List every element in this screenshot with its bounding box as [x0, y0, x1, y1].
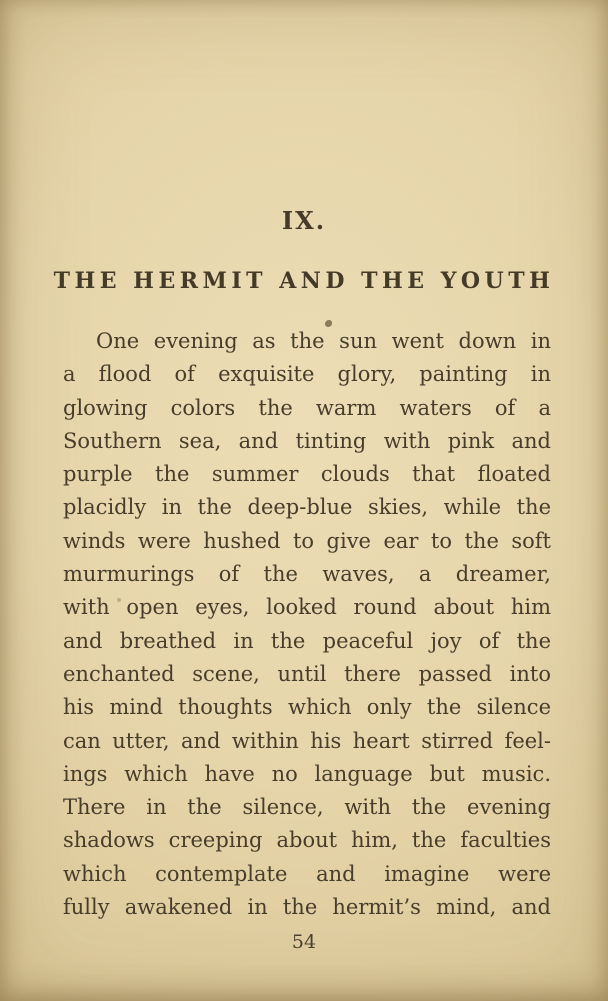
body-line: glowing colors the warm waters of a [63, 395, 551, 420]
chapter-title: THE HERMIT AND THE YOUTH [53, 268, 555, 294]
body-text [63, 325, 551, 924]
body-line: his mind thoughts which only the silence [63, 695, 551, 720]
body-line: shadows creeping about him, the faculties [63, 828, 551, 853]
body-line: Southern sea, and tinting with pink and [63, 428, 551, 453]
body-line: purple the summer clouds that floated [63, 462, 551, 487]
body-line: winds were hushed to give ear to the soft [63, 528, 551, 553]
body-line: fully awakened in the hermit’s mind, and [63, 895, 551, 920]
body-line: with open eyes, looked round about him [63, 595, 551, 620]
body-line: murmurings of the waves, a dreamer, [63, 562, 551, 587]
chapter-number: IX. [281, 206, 327, 235]
body-line: a flood of exquisite glory, painting in [63, 362, 551, 387]
body-line: One evening as the sun went down in [96, 329, 551, 353]
body-line: ings which have no language but music. [63, 761, 551, 786]
body-line: and breathed in the peaceful joy of the [63, 628, 551, 653]
body-line: can utter, and within his heart stirred feel- [63, 728, 551, 753]
body-line: which contemplate and imagine were [63, 861, 551, 886]
body-line: There in the silence, with the evening [63, 795, 551, 820]
body-line: enchanted scene, until there passed into [63, 661, 551, 686]
page-number: 54 [291, 931, 317, 953]
body-line: placidly in the deep-blue skies, while the [63, 495, 551, 520]
